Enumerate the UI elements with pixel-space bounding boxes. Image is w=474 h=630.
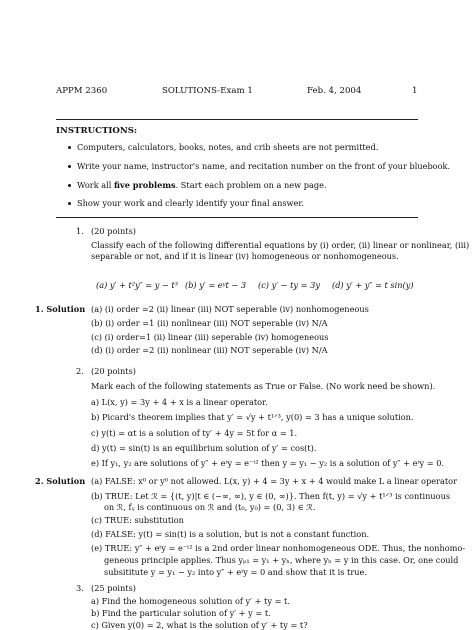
course-code: APPM 2360 xyxy=(56,86,108,96)
instruction-item xyxy=(77,180,327,190)
problem-points: (20 points) xyxy=(91,226,136,236)
solution-line: (e) TRUE: y″ + eᵗy = e⁻ᵗ² is a 2nd order linear nonhomogeneous ODE. Thus, the nonhomo- xyxy=(91,543,466,553)
statement-item: b) Find the particular solution of y′ + y = t. xyxy=(91,608,271,618)
solution-line: (c) (i) order=1 (ii) linear (iii) seperable (iv) homogeneous xyxy=(91,332,329,342)
problem-number: 3. xyxy=(76,583,84,593)
bullet-icon xyxy=(68,202,71,205)
section-rule xyxy=(56,217,418,218)
instruction-item: Computers, calculators, books, notes, and crib sheets are not permitted. xyxy=(77,142,379,152)
solution-line: (a) (i) order =2 (ii) linear (iii) NOT seperable (iv) nonhomogeneous xyxy=(91,304,369,314)
solution-label: 1. Solution xyxy=(35,304,86,314)
problem-number: 2. xyxy=(76,366,84,376)
statement-item: b) Picard's theorem implies that y′ = √y + t¹ᐟ³, y(0) = 3 has a unique solution. xyxy=(91,412,414,422)
solution-line: (d) FALSE: y(t) = sin(t) is a solution, but is not a constant function. xyxy=(91,529,370,539)
statement-item: c) Given y(0) = 2, what is the solution of y′ + ty = t? xyxy=(91,620,308,630)
problem-text: Mark each of the following statements as True or False. (No work need be shown). xyxy=(91,381,436,391)
bullet-icon xyxy=(68,146,71,149)
bullet-icon xyxy=(68,184,71,187)
bullet-icon xyxy=(68,165,71,168)
document-title: SOLUTIONS-Exam 1 xyxy=(162,86,253,96)
solution-line: (b) TRUE: Let ℛ = {(t, y)|t ∈ (−∞, ∞), y ∈ (0, ∞)}. Then f(t, y) = √y + t¹ᐟ³ is continuous xyxy=(91,491,451,501)
statement-item: a) L(x, y) = 3y + 4 + x is a linear operator. xyxy=(91,397,268,407)
top-rule xyxy=(56,119,418,120)
instructions-heading: INSTRUCTIONS: xyxy=(56,126,138,136)
solution-line: (a) FALSE: x⁰ or y⁰ not allowed. L(x, y) + 4 = 3y + x + 4 would make L a linear operator xyxy=(91,476,457,486)
equation-a: (a) y′ + t²y″ = y − t³ xyxy=(96,280,179,290)
problem-number: 1. xyxy=(76,226,84,236)
solution-label: 2. Solution xyxy=(35,476,86,486)
instruction-item: Show your work and clearly identify your final answer. xyxy=(77,198,305,208)
exam-date: Feb. 4, 2004 xyxy=(307,86,362,96)
statement-item: c) y(t) = αt is a solution of ty′ + 4y = 5t for α = 1. xyxy=(91,428,298,438)
instruction-emphasis: five problems xyxy=(114,180,176,190)
statement-item: e) If y₁, y₂ are solutions of y″ + eᵗy = e⁻ᵗ² then y = y₁ − y₂ is a solution of y″ + eᵗy = 0. xyxy=(91,458,445,468)
solution-line: on ℛ, fᵧ is continuous on ℛ and (t₀, y₀) = (0, 3) ∈ ℛ. xyxy=(104,502,316,512)
instruction-item: Write your name, instructor's name, and recitation number on the front of your bluebook. xyxy=(77,161,451,171)
solution-line: subsititute y = y₁ − y₂ into y″ + eᵗy = 0 and show that it is true. xyxy=(104,567,367,577)
statement-item: a) Find the homogeneous solution of y′ + ty = t. xyxy=(91,596,290,606)
problem-points: (25 points) xyxy=(91,583,136,593)
solution-line: (d) (i) order =2 (ii) nonlinear (iii) NOT seperable (iv) N/A xyxy=(91,345,328,355)
statement-item: d) y(t) = sin(t) is an equilibrium solution of y′ = cos(t). xyxy=(91,443,317,453)
problem-points: (20 points) xyxy=(91,366,136,376)
equation-b: (b) y′ = eʸt − 3 xyxy=(185,280,247,290)
equation-d: (d) y′ + y″ = t sin(y) xyxy=(332,280,414,290)
instruction-text: Work all xyxy=(77,180,114,190)
problem-text: Classify each of the following differential equations by (i) order, (ii) linear or nonlinear, (iii) xyxy=(91,240,470,250)
problem-text: separable or not, and if it is linear (iv) homogeneous or nonhomogeneous. xyxy=(91,251,399,261)
solution-line: (b) (i) order =1 (ii) nonlinear (iii) NOT seperable (iv) N/A xyxy=(91,318,328,328)
page-number: 1 xyxy=(412,86,418,96)
instruction-text: . Start each problem on a new page. xyxy=(175,180,327,190)
solution-line: geneous principle applies. Thus yₚ₁ = y₁ + yₕ, where yₕ = y in this case. Or, one could xyxy=(104,555,459,565)
solution-line: (c) TRUE: substitution xyxy=(91,515,184,525)
equation-c: (c) y′ − ty = 3y xyxy=(258,280,320,290)
